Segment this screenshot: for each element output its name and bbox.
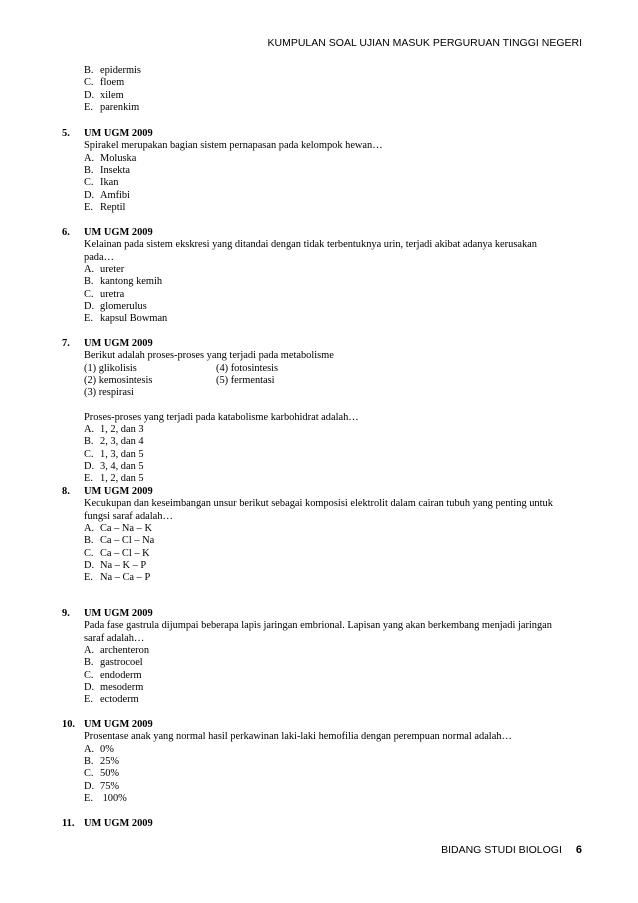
q6-option [84,313,167,325]
option-text: Ikan [100,177,119,189]
option-letter: C. [84,669,94,681]
option-letter: E. [84,792,93,804]
q8-number: 8. [62,486,70,497]
q7-list-row [84,375,275,387]
option-letter: C. [84,768,94,780]
option-letter: B. [84,65,94,76]
q5-number: 5. [62,128,70,139]
q9-option [84,645,149,657]
page-footer [441,844,582,856]
option-text: 50% [100,768,120,780]
footer-subject: BIDANG STUDI BIOLOGI [441,844,562,856]
option-letter: D. [84,780,95,792]
list-item: (5) fermentasi [216,374,275,386]
option-text: Na – Ca – P [100,572,151,584]
option-letter: D. [84,300,95,312]
option-text: 1, 3, dan 5 [100,448,144,460]
option-text: glomerulus [100,300,147,312]
q9-title: UM UGM 2009 [84,608,153,619]
q7-question: Proses-proses yang terjadi pada katabolisme karbohidrat adalah… [84,411,359,423]
option-letter: B. [84,276,94,288]
q10-option [84,756,119,768]
q9-stem-line: saraf adalah… [84,632,145,644]
list-item: (4) fotosintesis [216,362,279,374]
q7-option [84,461,144,473]
q7-title: UM UGM 2009 [84,338,153,349]
q6-option [84,301,147,313]
option-text: Ca – Na – K [100,522,152,534]
option-text: xilem [100,89,124,101]
option-text: 3, 4, dan 5 [100,461,144,472]
option-letter: E. [84,473,93,485]
carryover-option [84,102,139,114]
option-letter: E. [84,694,93,706]
option-letter: C. [84,77,94,89]
q6-option [84,264,124,276]
option-letter: A. [84,424,95,436]
option-text: 25% [100,755,120,767]
option-letter: D. [84,89,95,101]
page-number: 6 [575,844,582,856]
q7-stem-line: Berikut adalah proses-proses yang terjadi pada metabolisme [84,350,334,362]
option-letter: A. [84,522,95,534]
option-text: floem [100,77,125,89]
q6-stem-line: Kelainan pada sistem ekskresi yang ditandai dengan tidak terbentuknya urin, terjadi akibat adanya kerusakan [84,239,537,251]
option-letter: D. [84,461,95,472]
option-letter: B. [84,657,94,669]
q9-option [84,670,142,682]
q6-title: UM UGM 2009 [84,227,153,238]
q11-number: 11. [62,818,75,829]
option-text: endoderm [100,669,142,681]
q8-option [84,548,150,560]
option-letter: C. [84,288,94,300]
q7-option [84,473,144,485]
option-letter: E. [84,101,93,113]
option-text: ureter [100,263,125,275]
q9-stem-line: Pada fase gastrula dijumpai beberapa lapis jaringan embrional. Lapisan yang akan berkembang menjadi jaringan [84,620,552,632]
q8-option [84,572,150,584]
q8-stem-line: Kecukupan dan keseimbangan unsur berikut sebagai komposisi elektrolit dalam cairan tubuh yang penting untuk [84,498,553,510]
q6-stem-line: pada… [84,251,115,263]
option-text: gastrocoel [100,657,143,669]
option-text: uretra [100,288,125,300]
option-letter: B. [84,164,94,176]
option-letter: E. [84,313,93,325]
q5-option [84,190,130,202]
option-text: 75% [100,780,120,792]
option-letter: D. [84,681,95,693]
option-letter: B. [84,535,94,547]
option-text: 2, 3, dan 4 [100,436,144,448]
option-letter: E. [84,201,93,213]
q10-option [84,768,119,780]
option-text: archenteron [100,644,150,656]
q7-number: 7. [62,338,70,349]
q9-option [84,694,139,706]
option-text: kapsul Bowman [100,313,168,325]
option-letter: C. [84,547,94,559]
q8-option [84,523,152,535]
q8-stem-line: fungsi saraf adalah… [84,510,173,522]
q5-option [84,202,125,214]
q6-option [84,276,162,288]
option-letter: B. [84,755,94,767]
q10-stem-line: Prosentase anak yang normal hasil perkawinan laki-laki hemofilia dengan perempuan normal adalah… [84,731,512,743]
q10-option [84,781,119,793]
q9-number: 9. [62,608,70,619]
option-text: 1, 2, dan 5 [100,473,144,485]
option-text: Insekta [100,164,131,176]
q5-title: UM UGM 2009 [84,128,153,139]
option-text: 0% [100,743,114,755]
option-text: ectoderm [100,694,139,706]
q9-option [84,682,143,694]
carryover-option [84,77,124,89]
option-letter: E. [84,572,93,584]
option-letter: A. [84,263,95,275]
q9-option [84,657,143,669]
q8-option [84,535,154,547]
q10-title: UM UGM 2009 [84,719,153,730]
option-letter: D. [84,559,95,571]
option-text: Reptil [100,201,126,213]
option-letter: C. [84,177,94,189]
q5-option [84,177,118,189]
carryover-option [84,90,124,102]
option-text: epidermis [100,65,141,76]
option-text: Ca – Cl – Na [100,535,155,547]
option-text: 100% [100,792,127,804]
option-letter: B. [84,436,94,448]
q11-title: UM UGM 2009 [84,818,153,829]
option-text: mesoderm [100,681,144,693]
option-text: 1, 2, dan 3 [100,424,144,436]
q8-title: UM UGM 2009 [84,486,153,497]
q10-option [84,793,127,805]
option-letter: C. [84,448,94,460]
option-letter: A. [84,644,95,656]
q5-option [84,165,130,177]
carryover-option [84,65,141,77]
q8-option [84,560,146,572]
q10-number: 10. [62,719,75,730]
option-text: Ca – Cl – K [100,547,150,559]
option-text: parenkim [100,101,140,113]
option-text: Na – K – P [100,559,147,571]
q6-number: 6. [62,227,70,238]
q10-option [84,744,114,756]
q5-stem-line: Spirakel merupakan bagian sistem pernapasan pada kelompok hewan… [84,140,383,152]
option-text: Amfibi [100,189,131,201]
q7-option [84,449,144,461]
q7-list-row [84,363,278,375]
q7-list-row [84,387,216,399]
list-item: (1) glikolisis [84,362,137,374]
q7-option [84,436,144,448]
option-text: kantong kemih [100,276,163,288]
option-letter: A. [84,743,95,755]
q7-option [84,424,144,436]
q6-option [84,289,124,301]
list-item: (2) kemosintesis [84,374,153,386]
option-letter: A. [84,152,95,164]
q5-option [84,153,136,165]
list-item: (3) respirasi [84,387,134,399]
page-header: KUMPULAN SOAL UJIAN MASUK PERGURUAN TINGGI NEGERI [267,37,582,49]
option-text: Moluska [100,152,137,164]
option-letter: D. [84,189,95,201]
